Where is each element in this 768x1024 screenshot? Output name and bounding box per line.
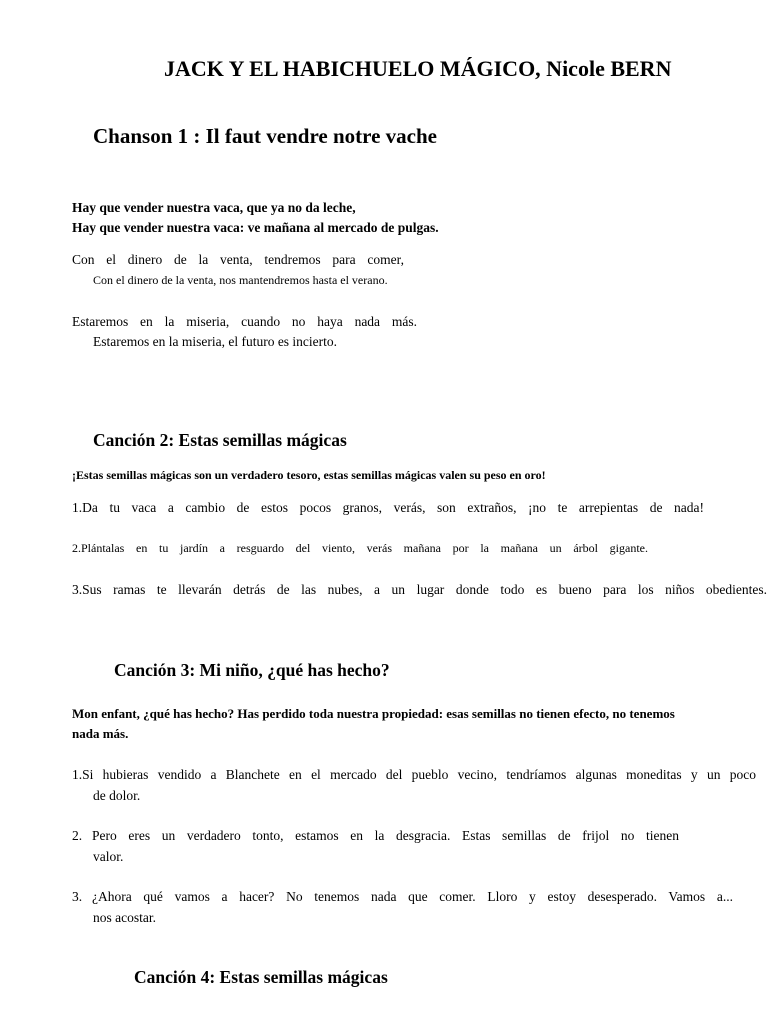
song1-chorus-line1: Hay que vender nuestra vaca, que ya no da leche, xyxy=(72,200,356,215)
song3-chorus-line1: Mon enfant, ¿qué has hecho? Has perdido toda nuestra propiedad: esas semillas no tienen efecto, no tenemos xyxy=(72,706,675,721)
song3-verse1-line2: de dolor. xyxy=(93,788,141,803)
song2-verse3: 3.Sus ramas te llevarán detrás de las nubes, a un lugar donde todo es bueno para los niños obedientes. xyxy=(72,582,767,597)
song2-verse1: 1.Da tu vaca a cambio de estos pocos granos, verás, son extraños, ¡no te arrepientas de nada! xyxy=(72,500,704,515)
song1-chorus-line2: Hay que vender nuestra vaca: ve mañana al mercado de pulgas. xyxy=(72,220,439,235)
song2-verse2: 2.Plántalas en tu jardín a resguardo del viento, verás mañana por la mañana un árbol gigante. xyxy=(72,541,648,555)
song3-verse3-number: 3. xyxy=(72,889,83,904)
song1-heading: Chanson 1 : Il faut vendre notre vache xyxy=(93,124,437,148)
song3-verse3-line1: ¿Ahora qué vamos a hacer? No tenemos nada que comer. Lloro y estoy desesperado. Vamos a... xyxy=(92,889,733,904)
song1-verse2-line1: Estaremos en la miseria, cuando no haya nada más. xyxy=(72,314,417,329)
song3-heading: Canción 3: Mi niño, ¿qué has hecho? xyxy=(114,660,390,680)
song1-verse1-line2: Con el dinero de la venta, nos mantendremos hasta el verano. xyxy=(93,273,388,287)
song1-verse2-line2: Estaremos en la miseria, el futuro es incierto. xyxy=(93,334,338,349)
song3-verse1-line1: 1.Si hubieras vendido a Blanchete en el mercado del pueblo vecino, tendríamos algunas moneditas y un poco xyxy=(72,767,756,782)
song3-verse2-number: 2. xyxy=(72,828,83,843)
song2-heading: Canción 2: Estas semillas mágicas xyxy=(93,430,347,450)
document-title: JACK Y EL HABICHUELO MÁGICO, Nicole BERN xyxy=(164,56,672,81)
song1-verse1-line1: Con el dinero de la venta, tendremos para comer, xyxy=(72,252,404,267)
song3-chorus-line2: nada más. xyxy=(72,726,129,741)
song3-verse2-line2: valor. xyxy=(93,849,124,864)
song2-chorus: ¡Estas semillas mágicas son un verdadero tesoro, estas semillas mágicas valen su peso en oro! xyxy=(72,468,546,482)
song4-heading: Canción 4: Estas semillas mágicas xyxy=(134,967,388,987)
song3-verse2-line1: Pero eres un verdadero tonto, estamos en la desgracia. Estas semillas de frijol no tienen xyxy=(92,828,679,843)
song3-verse3-line2: nos acostar. xyxy=(93,910,156,925)
